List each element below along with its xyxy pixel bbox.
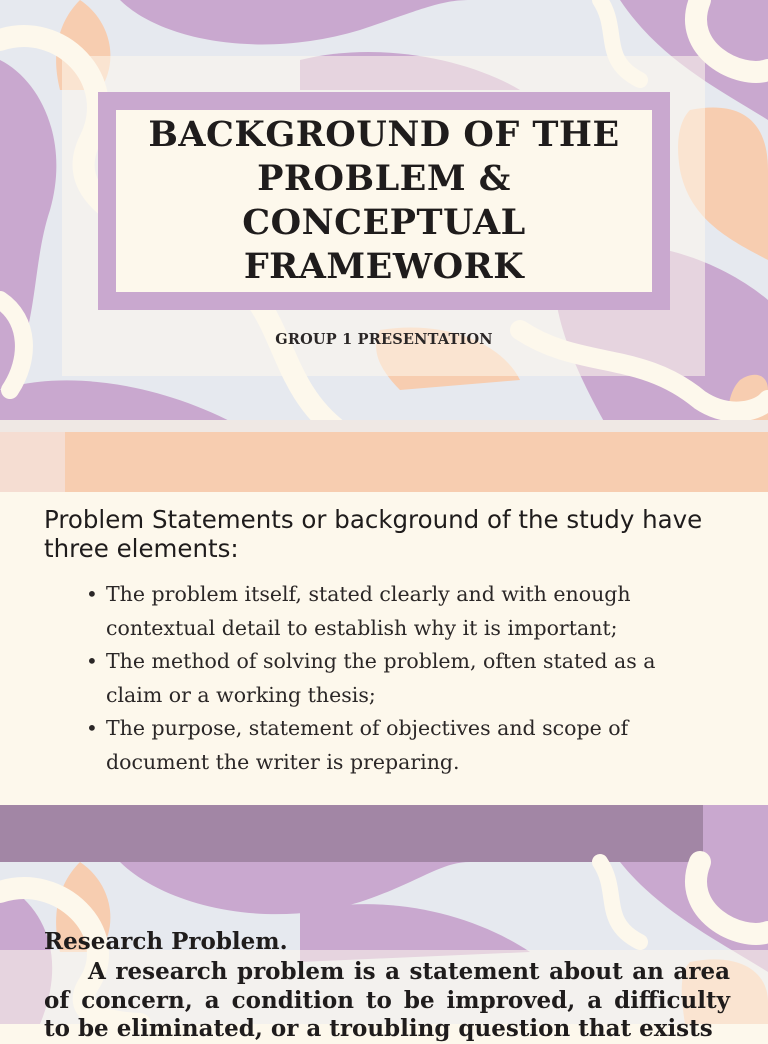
divider-band-peach <box>65 432 768 492</box>
content-slide <box>0 492 768 805</box>
bullet-dot-icon: • <box>86 582 98 606</box>
bullet-item <box>86 645 706 712</box>
bullet-text: The problem itself, stated clearly and with enough contextual detail to establish why it is important; <box>106 582 631 640</box>
bullet-dot-icon: • <box>86 716 98 740</box>
bullet-list <box>86 578 706 779</box>
slide-title: BACKGROUND OF THE PROBLEM & CONCEPTUAL FRAMEWORK <box>148 114 620 287</box>
section-body: A research problem is a statement about an area of concern, a condition to be improved, a difficulty to be eliminated, or a troubling question that exists <box>44 958 730 1042</box>
bullet-text: The purpose, statement of objectives and scope of document the writer is preparing. <box>106 716 629 774</box>
bullet-item <box>86 578 706 645</box>
title-frame <box>98 92 670 310</box>
bullet-item <box>86 712 706 779</box>
title-slide <box>0 0 768 432</box>
content-heading: Problem Statements or background of the study have three elements: <box>44 505 703 563</box>
title-box <box>116 110 652 292</box>
divider-band-left <box>0 432 65 492</box>
divider-band-purple <box>0 805 703 862</box>
divider-band-lilac <box>703 805 768 862</box>
bullet-dot-icon: • <box>86 649 98 673</box>
research-problem-slide <box>0 862 768 1042</box>
section-title: Research Problem. <box>44 928 288 955</box>
bullet-text: The method of solving the problem, often stated as a claim or a working thesis; <box>106 649 656 707</box>
slide-subtitle: GROUP 1 PRESENTATION <box>275 331 493 348</box>
slide-edge <box>0 420 768 432</box>
